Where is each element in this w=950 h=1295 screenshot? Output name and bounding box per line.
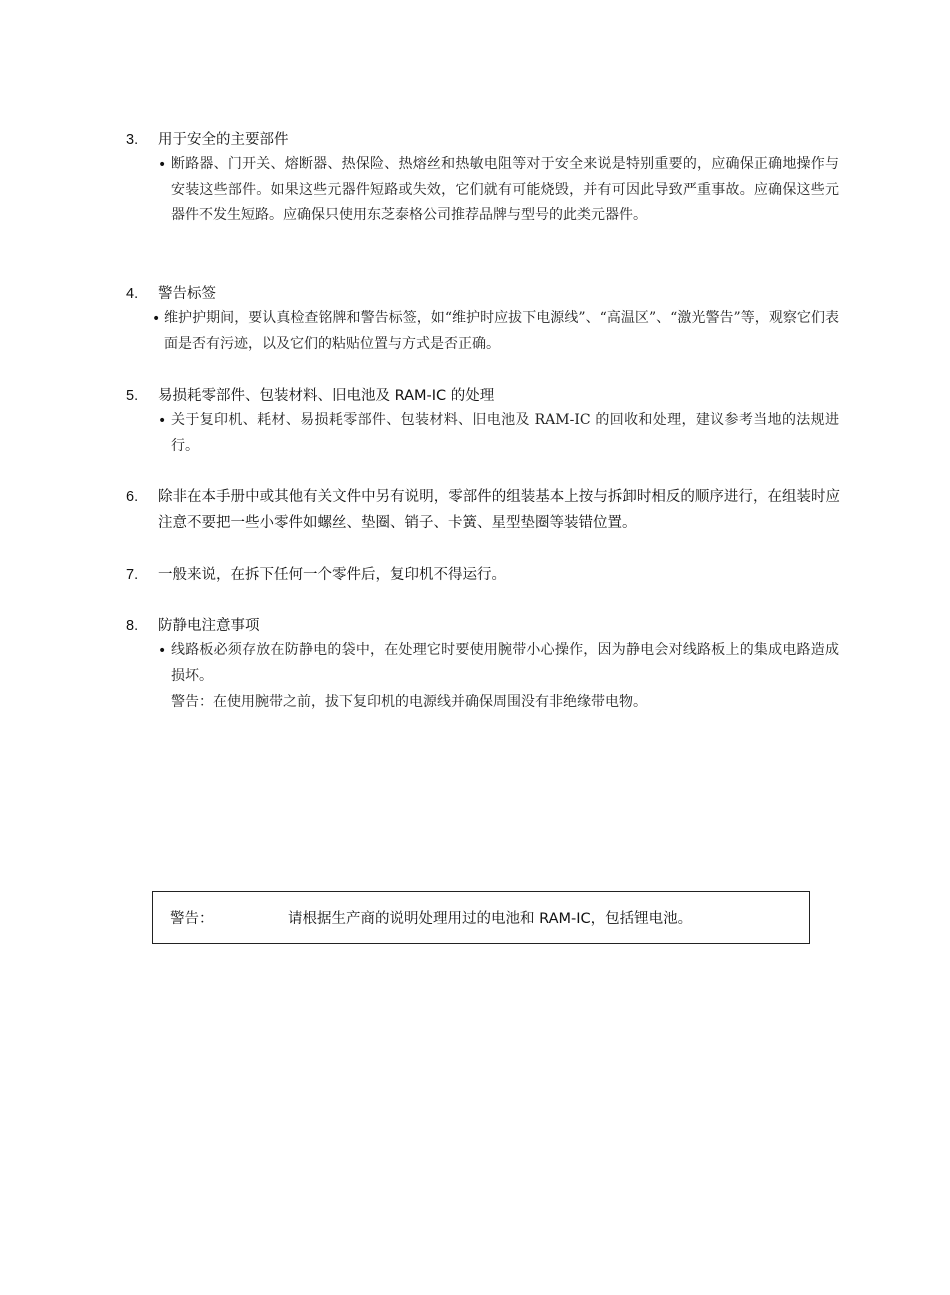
item-number: 6. <box>126 489 139 505</box>
bullet-icon: • <box>152 311 161 327</box>
item-title: 用于安全的主要部件 <box>158 132 289 148</box>
warning-label: 警告： <box>170 911 214 927</box>
item-title: 警告标签 <box>158 286 216 302</box>
item-title: 防静电注意事项 <box>158 618 260 634</box>
item-body: 线路板必须存放在防静电的袋中，在处理它时要使用腕带小心操作，因为静电会对线路板上的集成电路造成损坏。 <box>171 642 839 684</box>
item-note: 警告：在使用腕带之前，拔下复印机的电源线并确保周围没有非绝缘带电物。 <box>171 694 647 710</box>
item-number: 3. <box>126 132 139 148</box>
bullet-icon: • <box>158 413 167 429</box>
warning-box <box>152 891 810 944</box>
bullet-icon: • <box>158 157 167 173</box>
item-body: 关于复印机、耗材、易损耗零部件、包装材料、旧电池及 RAM-IC 的回收和处理，建议参考当地的法规进行。 <box>171 412 839 454</box>
item-number: 7. <box>126 567 139 583</box>
item-body: 除非在本手册中或其他有关文件中另有说明，零部件的组装基本上按与拆卸时相反的顺序进行，在组装时应注意不要把一些小零件如螺丝、垫圈、销子、卡簧、星型垫圈等装错位置。 <box>158 489 840 531</box>
item-body: 一般来说，在拆下任何一个零件后，复印机不得运行。 <box>158 567 506 583</box>
item-title: 易损耗零部件、包装材料、旧电池及 RAM-IC 的处理 <box>158 388 495 404</box>
item-number: 4. <box>126 286 139 302</box>
bullet-icon: • <box>158 643 167 659</box>
item-body: 维护护期间，要认真检查铭牌和警告标签，如“维护时应拔下电源线”、“高温区”、“激光警告”等，观察它们表面是否有污迹，以及它们的粘贴位置与方式是否正确。 <box>164 310 839 352</box>
item-number: 5. <box>126 388 139 404</box>
item-number: 8. <box>126 618 139 634</box>
warning-text: 请根据生产商的说明处理用过的电池和 RAM-IC，包括锂电池。 <box>288 911 693 927</box>
item-body: 断路器、门开关、熔断器、热保险、热熔丝和热敏电阻等对于安全来说是特别重要的，应确保正确地操作与安装这些部件。如果这些元器件短路或失效，它们就有可能烧毁，并有可因此导致严重事故。应确保这些元器件不发生短路。应确保只使用东芝泰格公司推荐品牌与型号的此类元器件。 <box>171 156 839 224</box>
